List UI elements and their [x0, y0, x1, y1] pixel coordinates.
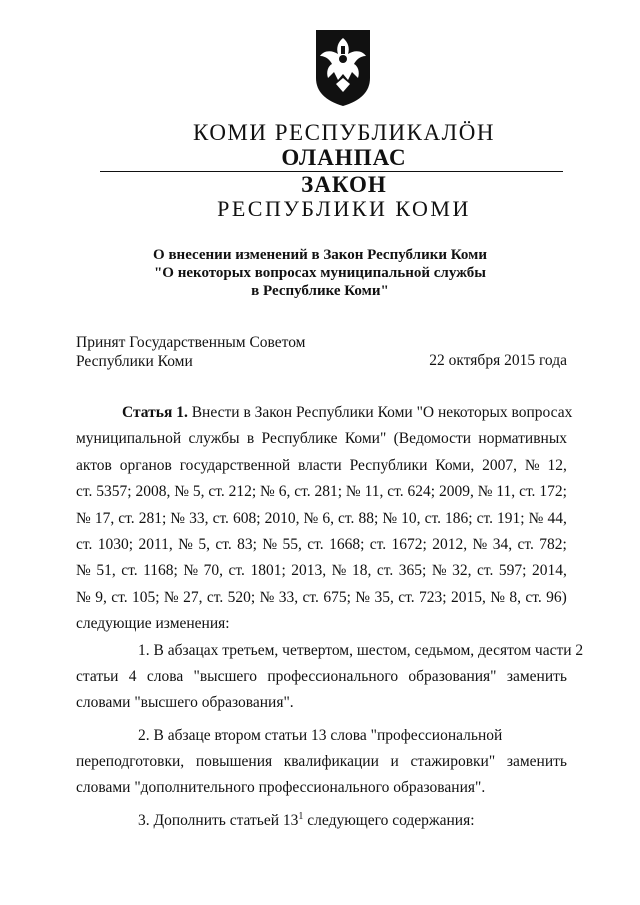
article-first-line — [76, 400, 573, 426]
item-2-line: переподготовки, повышения квалификации и стажировки" заменить — [76, 753, 567, 771]
law-title-line: в Республике Коми" — [251, 283, 389, 299]
article-text: Внести в Закон Республики Коми "О некоторых вопросах — [191, 404, 573, 421]
adoption-date: 22 октября 2015 года — [429, 352, 567, 369]
adopted-by-line: Республики Коми — [76, 353, 193, 370]
article-line: ст. 5357; 2008, № 5, ст. 212; № 6, ст. 281; № 11, ст. 624; 2009, № 11, ст. 172; — [76, 483, 567, 501]
adopted-by-line: Принят Государственным Советом — [76, 334, 306, 351]
header-republic: РЕСПУБЛИКИ КОМИ — [217, 196, 471, 221]
item-2-line: 2. В абзаце втором статьи 13 слова "профессиональной — [138, 726, 503, 744]
item-3-text-end: следующего содержания: — [303, 811, 475, 829]
article-body — [76, 400, 584, 834]
item-3-line — [76, 808, 567, 834]
item-3-text: 3. Дополнить статьей 13 — [138, 811, 299, 829]
item-1-line: 1. В абзацах третьем, четвертом, шестом, седьмом, десятом части 2 — [138, 641, 584, 659]
article-line: следующие изменения: — [76, 615, 230, 633]
item-1-line: словами "высшего образования". — [76, 694, 294, 712]
article-line: муниципальной службы в Республике Коми" (Ведомости нормативных — [76, 430, 567, 448]
law-title-line: "О некоторых вопросах муниципальной службы — [153, 265, 487, 281]
article-line: № 51, ст. 1168; № 70, ст. 1801; 2013, № 18, ст. 365; № 32, ст. 597; 2014, — [76, 562, 567, 580]
header-zakon: ЗАКОН — [301, 172, 387, 197]
item-2-line: словами "дополнительного профессионального образования". — [76, 779, 486, 797]
law-title-line: О внесении изменений в Закон Республики Коми — [153, 247, 487, 263]
coat-of-arms-icon — [314, 28, 372, 108]
adopted-by — [76, 333, 306, 371]
article-line: № 17, ст. 281; № 33, ст. 608; 2010, № 6, ст. 88; № 10, ст. 186; ст. 191; № 44, — [76, 509, 567, 527]
article-line: № 9, ст. 105; № 27, ст. 520; № 33, ст. 675; № 35, ст. 723; 2015, № 8, ст. 96) — [76, 588, 567, 606]
article-line: актов органов государственной власти Республики Коми, 2007, № 12, — [76, 456, 567, 474]
header-komi: КОМИ РЕСПУБЛИКАЛӦН — [193, 120, 495, 145]
article-label: Статья 1. — [122, 404, 188, 421]
item-3-superscript: 1 — [298, 810, 304, 822]
item-1-line: статьи 4 слова "высшего профессионального образования" заменить — [76, 667, 567, 685]
article-line: ст. 1030; 2011, № 5, ст. 83; № 55, ст. 1668; ст. 1672; 2012, № 34, ст. 782; — [76, 535, 567, 553]
header-olanpas: ОЛАНПАС — [281, 145, 407, 170]
law-title — [0, 246, 640, 300]
